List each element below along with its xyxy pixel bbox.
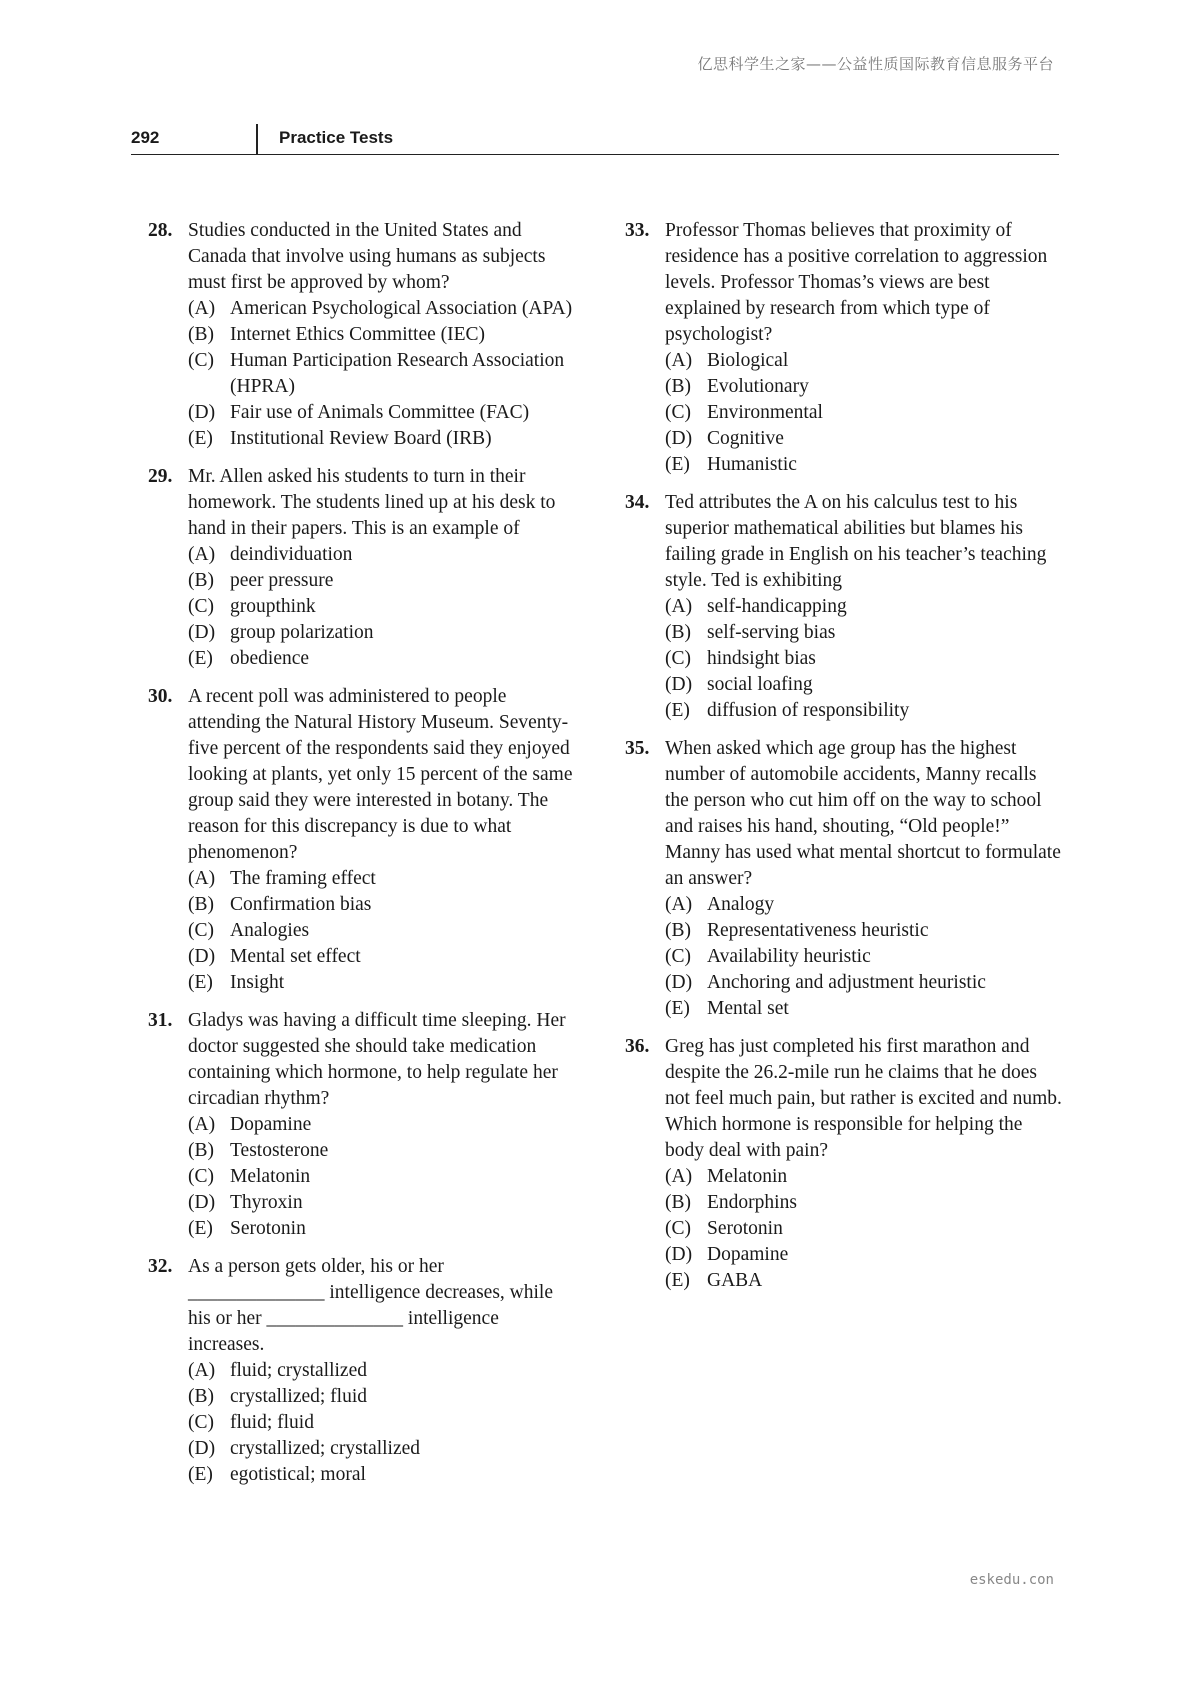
watermark-bottom: eskedu.con <box>969 1572 1054 1588</box>
choice-text: Dopamine <box>707 1244 789 1265</box>
answer-choice <box>188 322 578 348</box>
question-item <box>625 736 1065 1022</box>
choice-text: Dopamine <box>230 1114 312 1135</box>
question-item <box>148 464 578 672</box>
section-title: Practice Tests <box>279 128 394 147</box>
question-stem: Gladys was having a difficult time sleeping. Her doctor suggested she should take medication containing which hormone, to help regulate her circadian rhythm? <box>188 1010 566 1109</box>
question-item <box>148 1008 578 1242</box>
answer-choice <box>188 944 578 970</box>
choice-letter: (C) <box>665 946 691 967</box>
answer-choice <box>188 1190 578 1216</box>
choice-text: group polarization <box>230 622 374 643</box>
question-number: 34. <box>625 492 650 513</box>
choice-letter: (A) <box>188 544 216 565</box>
right-column <box>625 218 1065 1306</box>
answer-choice <box>665 970 1065 996</box>
choice-text: egotistical; moral <box>230 1464 366 1485</box>
answer-choice <box>665 944 1065 970</box>
choice-letter: (A) <box>665 596 693 617</box>
question-item <box>148 684 578 996</box>
question-item <box>625 490 1065 724</box>
answer-choices <box>665 892 1065 1022</box>
choice-text: Analogies <box>230 920 310 941</box>
choice-text: Confirmation bias <box>230 894 372 915</box>
answer-choice <box>188 646 578 672</box>
choice-text: GABA <box>707 1270 763 1291</box>
header-divider <box>256 124 258 154</box>
choice-letter: (B) <box>665 920 691 941</box>
choice-letter: (E) <box>665 998 690 1019</box>
choice-letter: (C) <box>665 648 691 669</box>
choice-text: Insight <box>230 972 285 993</box>
answer-choice <box>188 296 578 322</box>
answer-choice <box>188 620 578 646</box>
answer-choice <box>188 970 578 996</box>
question-stem: Studies conducted in the United States and Canada that involve using humans as subjects must first be approved by whom? <box>188 220 546 293</box>
answer-choice <box>665 672 1065 698</box>
answer-choice <box>665 918 1065 944</box>
choice-letter: (E) <box>188 972 213 993</box>
choice-text: Melatonin <box>230 1166 311 1187</box>
question-number: 33. <box>625 220 650 241</box>
choice-letter: (D) <box>665 972 693 993</box>
choice-text: diffusion of responsibility <box>707 700 910 721</box>
choice-letter: (C) <box>188 1166 214 1187</box>
choice-letter: (D) <box>188 1192 216 1213</box>
answer-choice <box>665 594 1065 620</box>
choice-text: Availability heuristic <box>707 946 871 967</box>
answer-choices <box>665 594 1065 724</box>
answer-choice <box>665 1268 1065 1294</box>
choice-text: Fair use of Animals Committee (FAC) <box>230 402 530 423</box>
choice-text: social loafing <box>707 674 813 695</box>
answer-choice <box>188 1112 578 1138</box>
choice-text: deindividuation <box>230 544 353 565</box>
answer-choice <box>188 1164 578 1190</box>
choice-text: crystallized; crystallized <box>230 1438 421 1459</box>
question-number: 30. <box>148 686 173 707</box>
answer-choice <box>188 568 578 594</box>
answer-choice <box>188 892 578 918</box>
question-stem: As a person gets older, his or her ______________ intelligence decreases, while his or her ______________ intelligence increases. <box>188 1256 553 1355</box>
choice-text: Biological <box>707 350 789 371</box>
answer-choices <box>665 348 1065 478</box>
choice-letter: (B) <box>188 1386 214 1407</box>
choice-text: Environmental <box>707 402 823 423</box>
question-stem: Professor Thomas believes that proximity of residence has a positive correlation to aggression levels. Professor Thomas’s views are best explained by research from which type of psychologist? <box>665 220 1048 345</box>
choice-letter: (E) <box>188 1464 213 1485</box>
choice-text: self-handicapping <box>707 596 847 617</box>
question-stem: A recent poll was administered to people attending the Natural History Museum. Seventy-five percent of the respondents said they enjoyed looking at plants, yet only 15 percent of the same group said they were interested in botany. The reason for this discrepancy is due to what phenomenon? <box>188 686 573 863</box>
question-stem: Ted attributes the A on his calculus test to his superior mathematical abilities but blames his failing grade in English on his teacher’s teaching style. Ted is exhibiting <box>665 492 1047 591</box>
choice-letter: (A) <box>665 1166 693 1187</box>
choice-letter: (C) <box>188 596 214 617</box>
choice-letter: (B) <box>188 570 214 591</box>
choice-letter: (B) <box>665 1192 691 1213</box>
choice-text: Testosterone <box>230 1140 329 1161</box>
choice-text: Internet Ethics Committee (IEC) <box>230 324 486 345</box>
choice-letter: (D) <box>665 428 693 449</box>
answer-choice <box>188 1384 578 1410</box>
answer-choice <box>188 866 578 892</box>
choice-letter: (D) <box>665 1244 693 1265</box>
answer-choice <box>665 1190 1065 1216</box>
choice-text: Humanistic <box>707 454 797 475</box>
choice-letter: (D) <box>188 622 216 643</box>
choice-letter: (B) <box>665 376 691 397</box>
watermark-top: 亿思科学生之家——公益性质国际教育信息服务平台 <box>697 55 1054 73</box>
choice-text: Mental set <box>707 998 789 1019</box>
choice-letter: (A) <box>188 1360 216 1381</box>
answer-choice <box>665 1216 1065 1242</box>
question-number: 32. <box>148 1256 173 1277</box>
choice-letter: (B) <box>188 894 214 915</box>
choice-letter: (D) <box>188 946 216 967</box>
answer-choice <box>188 1436 578 1462</box>
choice-text: Melatonin <box>707 1166 788 1187</box>
choice-text: fluid; crystallized <box>230 1360 367 1381</box>
question-number: 35. <box>625 738 650 759</box>
choice-text: Anchoring and adjustment heuristic <box>707 972 986 993</box>
answer-choice <box>665 1164 1065 1190</box>
question-number: 28. <box>148 220 173 241</box>
choice-letter: (B) <box>188 1140 214 1161</box>
question-number: 36. <box>625 1036 650 1057</box>
choice-letter: (A) <box>188 1114 216 1135</box>
question-item <box>625 1034 1065 1294</box>
choice-text: peer pressure <box>230 570 334 591</box>
choice-letter: (E) <box>188 428 213 449</box>
choice-letter: (C) <box>188 1412 214 1433</box>
answer-choice <box>188 1358 578 1384</box>
answer-choice <box>188 400 578 426</box>
answer-choice <box>188 594 578 620</box>
choice-letter: (C) <box>188 920 214 941</box>
choice-letter: (C) <box>188 350 214 371</box>
choice-text: Mental set effect <box>230 946 361 967</box>
choice-text: Analogy <box>707 894 775 915</box>
answer-choice <box>665 1242 1065 1268</box>
choice-text: Human Participation Research Association (HPRA) <box>230 350 565 397</box>
choice-text: groupthink <box>230 596 316 617</box>
choice-text: Representativeness heuristic <box>707 920 929 941</box>
answer-choice <box>665 426 1065 452</box>
answer-choice <box>188 1138 578 1164</box>
question-number: 31. <box>148 1010 173 1031</box>
answer-choice <box>665 646 1065 672</box>
choice-text: Endorphins <box>707 1192 797 1213</box>
choice-letter: (E) <box>665 1270 690 1291</box>
choice-text: Thyroxin <box>230 1192 303 1213</box>
question-stem: When asked which age group has the highest number of automobile accidents, Manny recalls the person who cut him off on the way to school and raises his hand, shouting, “Old people!” Manny has used what mental shortcut to formulate an answer? <box>665 738 1061 889</box>
choice-text: Institutional Review Board (IRB) <box>230 428 492 449</box>
choice-letter: (B) <box>188 324 214 345</box>
answer-choice <box>665 620 1065 646</box>
left-column <box>148 218 578 1500</box>
choice-text: American Psychological Association (APA) <box>230 298 573 319</box>
choice-letter: (E) <box>188 648 213 669</box>
answer-choice <box>188 542 578 568</box>
question-item <box>148 218 578 452</box>
choice-text: The framing effect <box>230 868 376 889</box>
choice-letter: (C) <box>665 1218 691 1239</box>
answer-choice <box>188 1216 578 1242</box>
answer-choice <box>188 1410 578 1436</box>
question-number: 29. <box>148 466 173 487</box>
answer-choice <box>665 400 1065 426</box>
choice-letter: (D) <box>188 1438 216 1459</box>
answer-choices <box>188 1112 578 1242</box>
answer-choice <box>665 348 1065 374</box>
answer-choices <box>188 296 578 452</box>
answer-choice <box>665 698 1065 724</box>
choice-text: Evolutionary <box>707 376 809 397</box>
choice-letter: (E) <box>665 454 690 475</box>
question-stem: Greg has just completed his first marathon and despite the 26.2-mile run he claims that he does not feel much pain, but rather is excited and numb. Which hormone is responsible for helping the body deal with pain? <box>665 1036 1062 1161</box>
choice-letter: (A) <box>188 298 216 319</box>
page-number: 292 <box>131 128 160 147</box>
choice-text: Cognitive <box>707 428 784 449</box>
choice-letter: (D) <box>188 402 216 423</box>
choice-letter: (E) <box>665 700 690 721</box>
question-item <box>148 1254 578 1488</box>
choice-letter: (C) <box>665 402 691 423</box>
choice-text: Serotonin <box>230 1218 306 1239</box>
answer-choice <box>188 426 578 452</box>
answer-choices <box>665 1164 1065 1294</box>
answer-choice <box>665 452 1065 478</box>
answer-choices <box>188 542 578 672</box>
answer-choice <box>188 348 578 400</box>
choice-text: Serotonin <box>707 1218 783 1239</box>
answer-choice <box>665 374 1065 400</box>
choice-text: hindsight bias <box>707 648 816 669</box>
choice-text: obedience <box>230 648 310 669</box>
answer-choice <box>188 918 578 944</box>
choice-letter: (B) <box>665 622 691 643</box>
answer-choices <box>188 866 578 996</box>
question-stem: Mr. Allen asked his students to turn in their homework. The students lined up at his desk to hand in their papers. This is an example of <box>188 466 556 539</box>
choice-letter: (A) <box>665 894 693 915</box>
question-item <box>625 218 1065 478</box>
choice-text: fluid; fluid <box>230 1412 314 1433</box>
choice-letter: (D) <box>665 674 693 695</box>
choice-text: crystallized; fluid <box>230 1386 367 1407</box>
choice-letter: (E) <box>188 1218 213 1239</box>
page-header <box>131 124 1059 155</box>
choice-letter: (A) <box>188 868 216 889</box>
answer-choice <box>188 1462 578 1488</box>
answer-choices <box>188 1358 578 1488</box>
choice-text: self-serving bias <box>707 622 836 643</box>
choice-letter: (A) <box>665 350 693 371</box>
answer-choice <box>665 996 1065 1022</box>
answer-choice <box>665 892 1065 918</box>
